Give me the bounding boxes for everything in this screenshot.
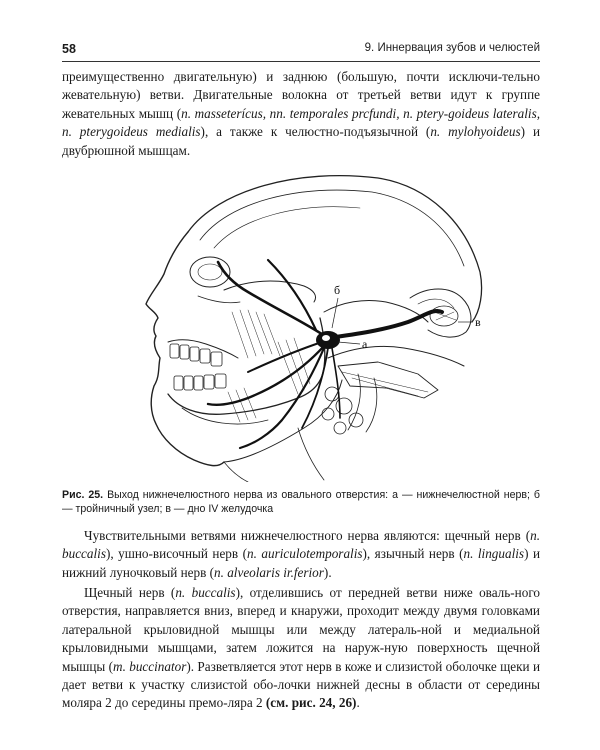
page-number: 58: [62, 42, 76, 56]
paragraph-motor-fibers: преимущественно двигательную) и заднюю (большую, почти исключи-тельно жевательную) ветви. Двигательные волокна от третьей ветви идут к группе жевательных мышц (n. masseterícus, nn. temporales prcfundi, n. ptery-goideus lateralis, n. pterygoideus medialis), а также к челюстно-подъязычной (n. mylohyoideus) и двубрюшной мышцам.: [62, 69, 541, 158]
nerve-buccal: [248, 342, 322, 372]
figure-label-a: а: [362, 337, 368, 351]
anatomical-figure: [128, 162, 500, 482]
nerve-upper-branch: [268, 260, 316, 330]
header-rule: [62, 61, 540, 62]
nerve-lingual: [208, 346, 324, 405]
figure-caption-text: Выход нижнечелюстного нерва из овального отверстия: а — нижнечелюстной нерв; б — тройничный узел; в — дно IV желудочка: [62, 489, 540, 515]
figure-label-v: в: [475, 315, 481, 329]
lower-teeth: [174, 374, 226, 390]
latin-term: n. mylohyoideus: [430, 124, 521, 140]
figure-label-b: б: [334, 283, 341, 297]
face-profile: [146, 232, 224, 466]
figure-caption: [62, 488, 540, 516]
latin-term: n. auriculotemporalis: [247, 546, 363, 562]
skull-outline: [188, 176, 482, 322]
running-header: [62, 40, 540, 58]
paragraph-buccal-nerve: Щечный нерв (n. buccalis), отделившись от передней ветви ниже оваль-ного отверстия, направляется вниз, вперед и кнаружи, проходит между двумя головками латеральной крыловидной мышцы или между латераль-ной и медиальной крыловидными мышцами, затем ложится на наруж-ную поверхность щечной мышцы (m. buccinator). Разветвляется этот нерв в коже и слизистой оболочке щеки и дает ветви к участку слизистой обо-лочки нижней десны в области от середины моляра 2 до середины премо-ляра 2 (см. рис. 24, 26).: [62, 585, 540, 711]
latin-term: n. alveolaris ir.ferior: [214, 564, 324, 580]
latin-term: n. lingualis: [463, 546, 525, 562]
latin-term: n. buccalis: [62, 528, 540, 562]
latin-terms: n. masseterícus, nn. temporales prcfundi, n. ptery-goideus lateralis, n. pterygoideus medialis: [62, 105, 540, 140]
nerve-auriculotemporal: [218, 262, 328, 338]
latin-term: m. buccinator: [113, 658, 187, 674]
paragraph-sensory-branches: Чувствительными ветвями нижнечелюстного нерва являются: щечный нерв (n. buccalis), ушно-височный нерв (n. auriculotemporalis), язычный нерв (n. lingualis) и нижний луночковый нерв (n. alveolaris ir.ferior).: [62, 528, 540, 580]
mandibular-nerve-illustration: [128, 162, 500, 482]
figure-reference: (см. рис. 24, 26): [265, 695, 357, 711]
latin-term: n. buccalis: [175, 585, 236, 600]
chapter-running-head: 9. Иннервация зубов и челюстей: [364, 42, 540, 54]
figure-caption-label: Рис. 25.: [62, 489, 104, 501]
nerve-inferior-alveolar: [240, 348, 324, 448]
nerve-main-trunk: [328, 311, 442, 338]
